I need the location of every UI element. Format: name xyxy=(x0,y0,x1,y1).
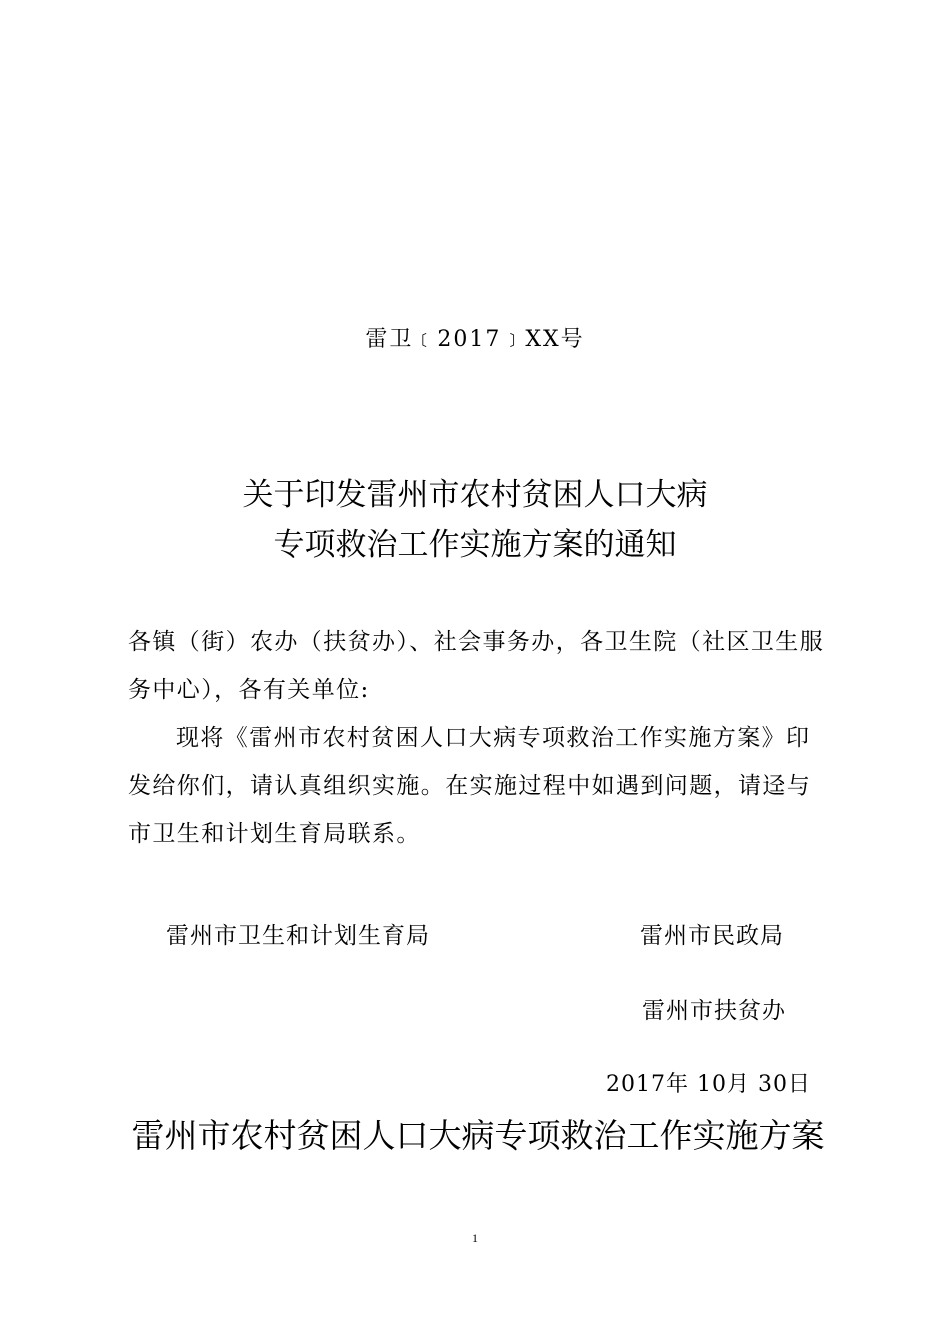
signatory-poverty-office: 雷州市扶贫办 xyxy=(642,998,786,1024)
document-number: 雷卫﹝2017﹞XX号 xyxy=(365,327,585,352)
signatory-civil-affairs: 雷州市民政局 xyxy=(640,923,784,949)
issue-date: 2017年 10月 30日 xyxy=(606,1072,811,1097)
page-number: 1 xyxy=(472,1231,478,1245)
signatory-health-bureau: 雷州市卫生和计划生育局 xyxy=(166,923,430,949)
body-paragraph: 现将《雷州市农村贫困人口大病专项救治工作实施方案》印发给你们，请认真组织实施。在实施过程中如遇到问题，请迳与市卫生和计划生育局联系。 xyxy=(128,725,812,847)
notice-body xyxy=(128,618,828,858)
addressee: 各镇（街）农办（扶贫办）、社会事务办，各卫生院（社区卫生服务中心），各有关单位: xyxy=(128,629,825,703)
notice-title-line-2: 专项救治工作实施方案的通知 xyxy=(273,527,677,563)
notice-title-line-1: 关于印发雷州市农村贫困人口大病 xyxy=(242,477,708,513)
plan-title: 雷州市农村贫困人口大病专项救治工作实施方案 xyxy=(131,1116,825,1155)
notice-title xyxy=(0,470,950,570)
